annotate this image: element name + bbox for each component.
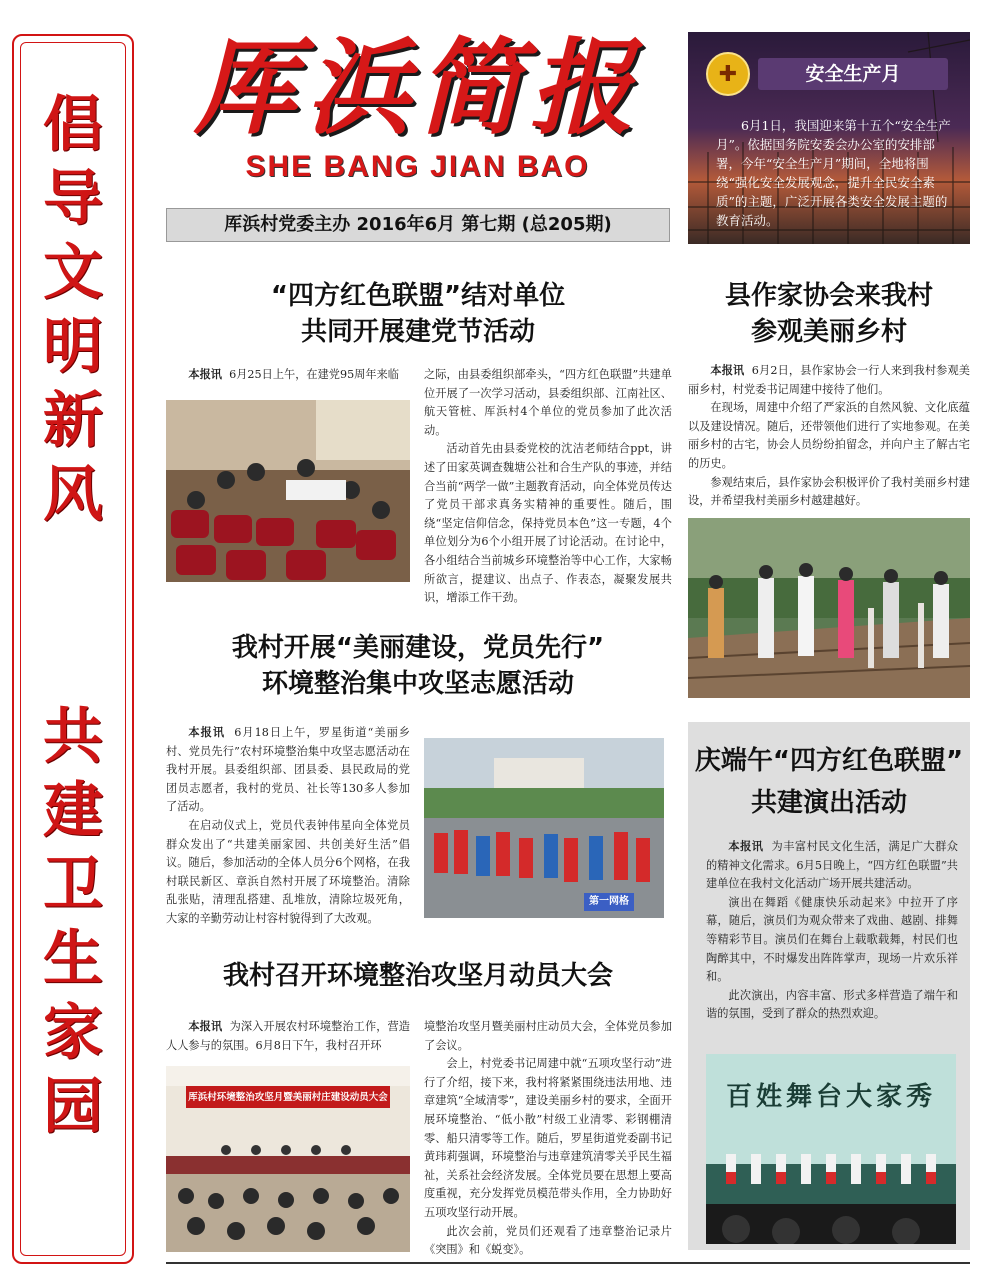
headline-line: 县作家协会来我村 bbox=[724, 281, 933, 311]
headline-line: 我村开展“美丽建设，党员先行” bbox=[231, 633, 605, 663]
article5-headline: 我村召开环境整治攻坚月动员大会 bbox=[222, 961, 613, 991]
article2-headline bbox=[688, 278, 970, 350]
headline-line: 庆端午“四方红色联盟” bbox=[694, 746, 964, 776]
article-paragraph: 演出在舞蹈《健康快乐动起来》中拉开了序幕，随后，演员们为观众带来了戏曲、越剧、排舞等精彩节目。演员们在舞台上载歌载舞，村民们也陶醉其中，不时爆发出阵阵掌声，现场一片欢乐祥和。 bbox=[706, 895, 958, 984]
grid-sign: 第一网格 bbox=[589, 896, 629, 907]
article1-col1 bbox=[166, 366, 410, 385]
article4-body bbox=[706, 838, 958, 1024]
meeting-photo bbox=[166, 400, 410, 582]
slogan-char: 明 bbox=[43, 312, 103, 382]
stage-performance-photo bbox=[706, 1054, 956, 1244]
slogan-char: 生 bbox=[43, 924, 103, 994]
article-lead: 本报讯 bbox=[710, 364, 745, 377]
slogan-bottom bbox=[20, 700, 126, 1144]
article-lead: 本报讯 bbox=[188, 726, 226, 739]
article-paragraph: 此次演出，内容丰富、形式多样营造了端午和谐的氛围，受到了群众的热烈欢迎。 bbox=[706, 988, 958, 1021]
bottom-divider bbox=[166, 1262, 970, 1264]
safety-month-box bbox=[688, 32, 970, 244]
article-paragraph: 在启动仪式上，党员代表钟伟星向全体党员群众发出了“共建美丽家园、共创美好生活”倡议。随后，参加活动的全体人员分6个网格，在我村联民新区、章浜自然村开展了环境整治。清除乱张贴，清理乱搭建、乱堆放，清除垃圾死角，大家的辛勤劳动让村容村貌得到了大改观。 bbox=[166, 818, 410, 925]
slogan-char: 家 bbox=[43, 998, 103, 1068]
article-paragraph: 会上，村党委书记周建中就“五项攻坚行动”进行了介绍，接下来，我村将紧紧围绕违法用地、违章建筑“全域清零”，建设美丽乡村的要求，全面开展环境整治、“低小散”村级工业清零、彩钢棚清零、船只清零等工作。随后，罗星街道党委副书记黄玮莉强调，环境整治与违章建筑清零关乎民生福祉，关系社会经济发展。全体党员要在思想上要高度重视，充分发挥党员模范带头作用，全力协助好五项攻坚行动开展。 bbox=[424, 1057, 672, 1219]
article3-headline bbox=[166, 630, 670, 702]
headline-line: 共建演出活动 bbox=[750, 788, 907, 818]
mobilization-meeting-photo bbox=[166, 1066, 410, 1252]
headline-line: “四方红色联盟”结对单位 bbox=[270, 281, 566, 311]
safety-month-badge: 安全生产月 bbox=[758, 58, 948, 90]
article-text: 6月18日上午，罗星街道“美丽乡村、党员先行”农村环境整治集中攻坚志愿活动在我村开展。县委组织部、团县委、县民政局的党团员志愿者，我村的党员、社长等130多人参加了活动。 bbox=[166, 726, 410, 814]
slogan-char: 新 bbox=[43, 386, 103, 456]
stage-banner-text: 百姓舞台大家秀 bbox=[726, 1082, 937, 1112]
article-text: 为深入开展农村环境整治工作，营造人人参与的氛围。6月8日下午，我村召开环 bbox=[166, 1020, 410, 1052]
slogan-char: 风 bbox=[43, 460, 103, 530]
headline-line: 参观美丽乡村 bbox=[750, 317, 907, 347]
slogan-char: 建 bbox=[43, 776, 103, 846]
slogan-char: 导 bbox=[43, 164, 103, 234]
meeting-banner-text: 厍浜村环境整治攻坚月暨美丽村庄建设动员大会 bbox=[188, 1092, 388, 1103]
slogan-char: 卫 bbox=[43, 850, 103, 920]
slogan-top bbox=[20, 88, 126, 532]
headline-line: 共同开展建党节活动 bbox=[300, 317, 535, 347]
article-text: 6月25日上午，在建党95周年来临 bbox=[229, 368, 399, 381]
issue-info-bar: 厍浜村党委主办 2016年6月 第七期 (总205期) bbox=[166, 208, 670, 242]
safety-cross-icon: ✚ bbox=[706, 52, 750, 96]
slogan-char: 园 bbox=[43, 1072, 103, 1142]
article-paragraph: 活动首先由县委党校的沈洁老师结合ppt，讲述了田家英调查魏塘公社和合生产队的事迹，并结合当前“两学一做”主题教育活动，向全体党员传达了党员干部求真务实精神的重要性。随后，围绕“坚定信仰信念，保持党员本色”这一专题，4个单位划分为6个小组开展了讨论活动。在讨论中，各小组结合当前城乡环境整治等中心工作，大家畅所欲言，提建议、出点子、作表态，凝聚发展共识，增添工作干劲。 bbox=[424, 442, 672, 605]
slogan-char: 文 bbox=[43, 238, 103, 308]
article3-body bbox=[166, 724, 410, 929]
safety-month-text: 6月1日，我国迎来第十五个“安全生产月”。依据国务院安委会办公室的安排部署，今年“安全生产月”期间，全地将围绕“强化安全发展观念，提升全民安全素质”的主题，广泛开展各类安全发展主题的教育活动。 bbox=[716, 118, 951, 228]
article-paragraph: 在现场，周建中介绍了严家浜的自然风貌、文化底蕴以及建设情况。随后，还带领他们进行了实地参观。在美丽乡村的古宅，协会人员纷纷拍留念，并向户主了解古宅的历史。 bbox=[688, 401, 970, 470]
article-lead: 本报讯 bbox=[728, 840, 764, 853]
newspaper-pinyin: SHE BANG JIAN BAO bbox=[245, 150, 590, 183]
slogan-char: 倡 bbox=[43, 90, 103, 160]
article4-headline bbox=[688, 740, 970, 824]
article-lead: 本报讯 bbox=[188, 1020, 223, 1033]
article-paragraph: 境整治攻坚月暨美丽村庄动员大会，全体党员参加了会议。 bbox=[424, 1020, 672, 1052]
article1-col2 bbox=[424, 366, 672, 608]
article-paragraph: 参观结束后，县作家协会积极评价了我村美丽乡村建设，并希望我村美丽乡村越建越好。 bbox=[688, 475, 970, 508]
article-text: 6月2日，县作家协会一行人来到我村参观美丽乡村，村党委书记周建中接待了他们。 bbox=[688, 364, 970, 396]
volunteer-photo bbox=[424, 738, 664, 918]
article-text: 为丰富村民文化生活，满足广大群众的精神文化需求。6月5日晚上，“四方红色联盟”共建单位在我村文化活动广场开展共建活动。 bbox=[706, 840, 958, 891]
article5-col1 bbox=[166, 1018, 410, 1055]
article-paragraph: 此次会前，党员们还观看了违章整治记录片《突围》和《蜕变》。 bbox=[424, 1224, 672, 1257]
article-paragraph: 之际，由县委组织部牵头，“四方红色联盟”共建单位开展了一次学习活动，县委组织部、江南社区、航天管桩、厍浜村4个单位的党员参加了此次活动。 bbox=[424, 368, 672, 437]
slogan-char: 共 bbox=[43, 702, 103, 772]
newspaper-title: 厍浜简报 bbox=[193, 26, 642, 149]
village-visit-photo bbox=[688, 518, 970, 698]
article1-headline bbox=[166, 278, 670, 350]
article2-body bbox=[688, 362, 970, 511]
headline-line: 环境整治集中攻坚志愿活动 bbox=[261, 669, 574, 699]
article5-col2 bbox=[424, 1018, 672, 1260]
article-lead: 本报讯 bbox=[188, 368, 222, 381]
